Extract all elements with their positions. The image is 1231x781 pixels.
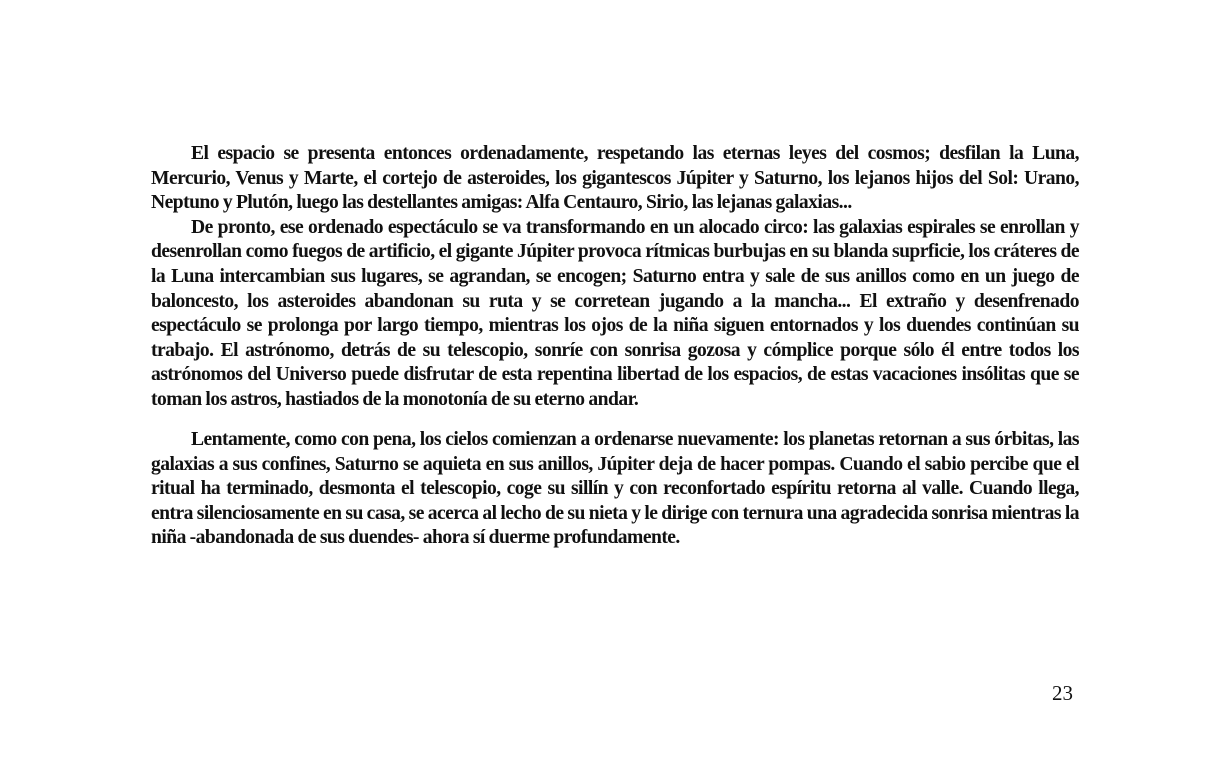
paragraph-return-to-order: Lentamente, como con pena, los cielos comienzan a ordenarse nuevamente: los planetas retornan a sus órbitas, las galaxias a sus confines, Saturno se aquieta en sus anillos, Júpiter deja de hacer pompas. Cuando el sabio percibe que el ritual ha terminado, desmonta el telescopio, coge su sillín y con reconfortado espíritu retorna al valle. Cuando llega, entra silenciosamente en su casa, se acerca al lecho de su nieta y le dirige con ternura una agradecida sonrisa mientras la niña -abandonada de sus duendes- ahora sí duerme profundamente. bbox=[151, 429, 1079, 549]
text-block-top bbox=[151, 142, 1079, 413]
text-block-bottom bbox=[151, 428, 1079, 551]
paragraph-crazy-circus: De pronto, ese ordenado espectáculo se va transformando en un alocado circo: las galaxias espirales se enrollan y desenrollan como fuegos de artificio, el gigante Júpiter provoca rítmicas burbujas en su blanda suprficie, los cráteres de la Luna intercambian sus lugares, se agrandan, se encogen; Saturno entra y sale de sus anillos como en un juego de baloncesto, los asteroides abandonan su ruta y se corretean jugando a la mancha... El extraño y desenfrenado espectáculo se prolonga por largo tiempo, mientras los ojos de la niña siguen entornados y los duendes continúan su trabajo. El astrónomo, detrás de su telescopio, sonríe con sonrisa gozosa y cómplice porque sólo él entre todos los astrónomos del Universo puede disfrutar de esta repentina libertad de los espacios, de estas vacaciones insólitas que se toman los astros, hastiados de la monotonía de su eterno andar. bbox=[151, 216, 1079, 410]
page-number: 23 bbox=[1052, 681, 1073, 705]
paragraph-orderly-space: El espacio se presenta entonces ordenadamente, respetando las eternas leyes del cosmos; desfilan la Luna, Mercurio, Venus y Marte, el cortejo de asteroides, los gigantescos Júpiter y Saturno, los lejanos hijos del Sol: Urano, Neptuno y Plutón, luego las destellantes amigas: Alfa Centauro, Sirio, las lejanas galaxias... bbox=[151, 143, 1079, 214]
